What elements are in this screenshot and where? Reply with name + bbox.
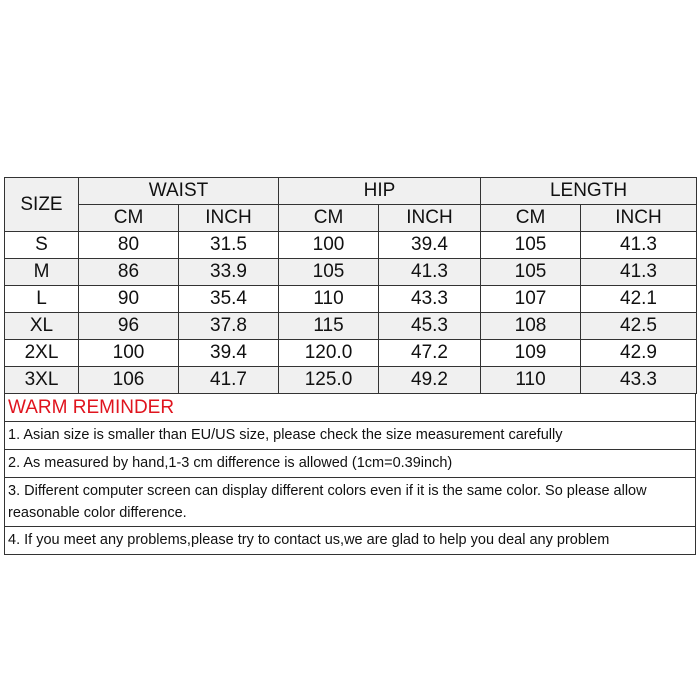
value-cell: 42.1 bbox=[581, 286, 697, 313]
value-cell: 106 bbox=[79, 367, 179, 394]
reminder-note: 2. As measured by hand,1-3 cm difference is allowed (1cm=0.39inch) bbox=[5, 449, 695, 477]
value-cell: 41.3 bbox=[581, 232, 697, 259]
hip-header: HIP bbox=[279, 178, 481, 205]
unit-header: INCH bbox=[179, 205, 279, 232]
value-cell: 43.3 bbox=[379, 286, 481, 313]
value-cell: 39.4 bbox=[379, 232, 481, 259]
value-cell: 86 bbox=[79, 259, 179, 286]
value-cell: 35.4 bbox=[179, 286, 279, 313]
unit-header-row bbox=[5, 205, 697, 232]
value-cell: 107 bbox=[481, 286, 581, 313]
value-cell: 43.3 bbox=[581, 367, 697, 394]
value-cell: 90 bbox=[79, 286, 179, 313]
value-cell: 41.3 bbox=[379, 259, 481, 286]
size-header: SIZE bbox=[5, 178, 79, 232]
value-cell: 41.7 bbox=[179, 367, 279, 394]
value-cell: 42.5 bbox=[581, 313, 697, 340]
value-cell: 47.2 bbox=[379, 340, 481, 367]
table-row bbox=[5, 340, 697, 367]
table-row bbox=[5, 286, 697, 313]
value-cell: 41.3 bbox=[581, 259, 697, 286]
value-cell: 96 bbox=[79, 313, 179, 340]
size-cell: L bbox=[5, 286, 79, 313]
unit-header: CM bbox=[481, 205, 581, 232]
reminder-section bbox=[4, 394, 696, 555]
table-row bbox=[5, 367, 697, 394]
table-row bbox=[5, 313, 697, 340]
length-header: LENGTH bbox=[481, 178, 697, 205]
size-table bbox=[4, 177, 697, 394]
value-cell: 108 bbox=[481, 313, 581, 340]
reminder-note: 1. Asian size is smaller than EU/US size, please check the size measurement carefully bbox=[5, 421, 695, 449]
value-cell: 110 bbox=[481, 367, 581, 394]
size-cell: S bbox=[5, 232, 79, 259]
value-cell: 109 bbox=[481, 340, 581, 367]
value-cell: 125.0 bbox=[279, 367, 379, 394]
value-cell: 105 bbox=[481, 232, 581, 259]
unit-header: INCH bbox=[581, 205, 697, 232]
value-cell: 49.2 bbox=[379, 367, 481, 394]
table-row bbox=[5, 232, 697, 259]
value-cell: 120.0 bbox=[279, 340, 379, 367]
value-cell: 31.5 bbox=[179, 232, 279, 259]
reminder-note: 4. If you meet any problems,please try to contact us,we are glad to help you deal any problem bbox=[5, 526, 695, 554]
size-cell: XL bbox=[5, 313, 79, 340]
size-cell: 3XL bbox=[5, 367, 79, 394]
value-cell: 115 bbox=[279, 313, 379, 340]
value-cell: 105 bbox=[481, 259, 581, 286]
value-cell: 110 bbox=[279, 286, 379, 313]
value-cell: 42.9 bbox=[581, 340, 697, 367]
unit-header: CM bbox=[279, 205, 379, 232]
unit-header: CM bbox=[79, 205, 179, 232]
value-cell: 100 bbox=[79, 340, 179, 367]
size-cell: 2XL bbox=[5, 340, 79, 367]
value-cell: 39.4 bbox=[179, 340, 279, 367]
table-row bbox=[5, 259, 697, 286]
value-cell: 80 bbox=[79, 232, 179, 259]
reminder-title: WARM REMINDER bbox=[8, 397, 175, 418]
value-cell: 37.8 bbox=[179, 313, 279, 340]
value-cell: 105 bbox=[279, 259, 379, 286]
value-cell: 100 bbox=[279, 232, 379, 259]
size-cell: M bbox=[5, 259, 79, 286]
group-header-row bbox=[5, 178, 697, 205]
unit-header: INCH bbox=[379, 205, 481, 232]
value-cell: 33.9 bbox=[179, 259, 279, 286]
reminder-note: 3. Different computer screen can display different colors even if it is the same color. So please allow reasonable color difference. bbox=[5, 477, 695, 526]
waist-header: WAIST bbox=[79, 178, 279, 205]
size-chart bbox=[4, 177, 696, 555]
value-cell: 45.3 bbox=[379, 313, 481, 340]
